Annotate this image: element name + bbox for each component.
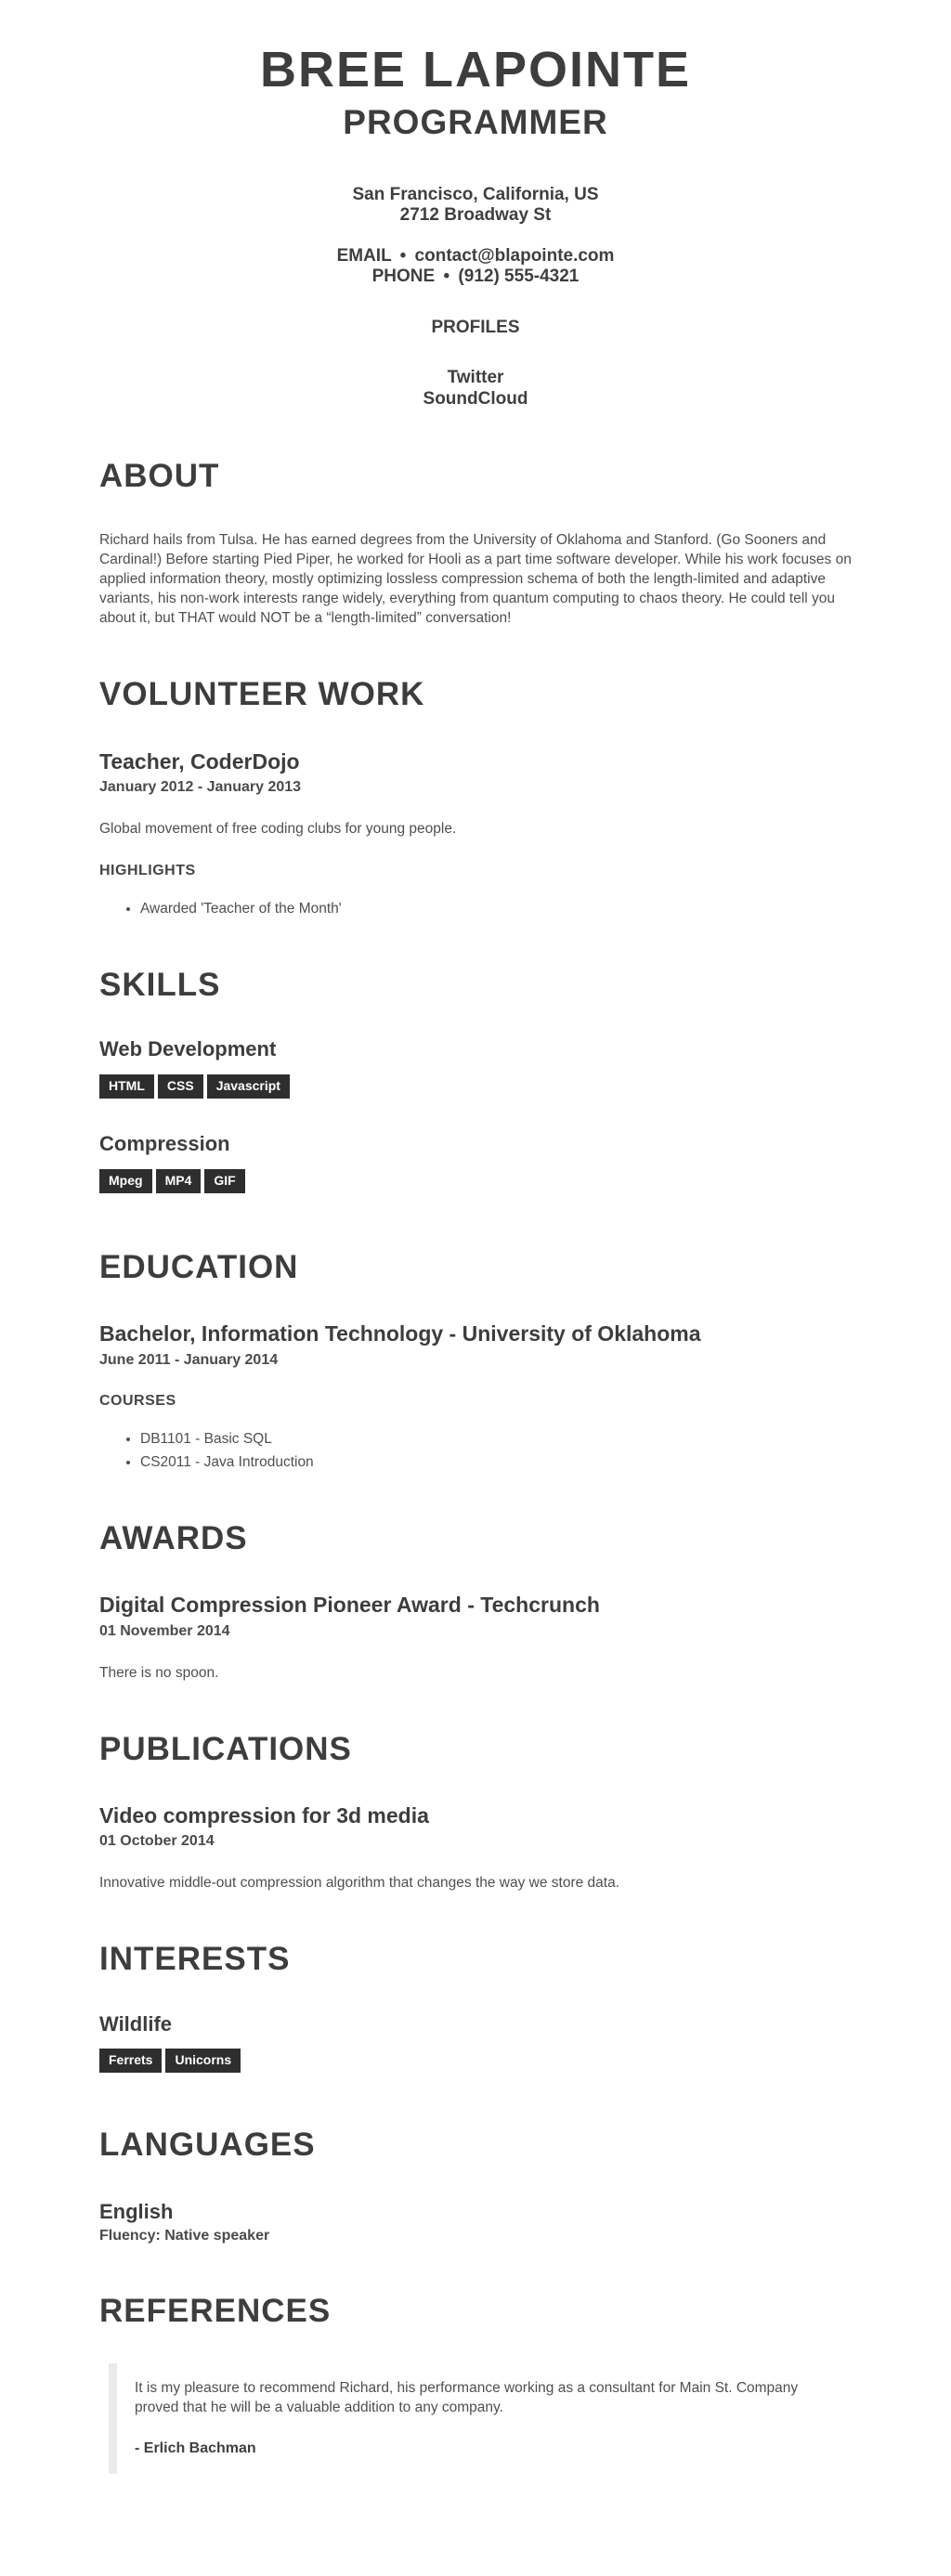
section-awards bbox=[99, 1520, 852, 1683]
publication-date: 01 October 2014 bbox=[99, 1833, 215, 1850]
reference-attribution: - Erlich Bachman bbox=[135, 2439, 256, 2456]
section-title-references: REFERENCES bbox=[99, 2292, 332, 2329]
section-title-about: ABOUT bbox=[99, 458, 220, 494]
section-references bbox=[99, 2293, 852, 2474]
profile-link-twitter[interactable]: Twitter bbox=[447, 368, 504, 387]
section-languages bbox=[99, 2127, 852, 2244]
language-name: English bbox=[99, 2199, 174, 2223]
bullet-separator: • bbox=[399, 246, 407, 266]
section-title-languages: LANGUAGES bbox=[99, 2127, 316, 2164]
resume-header bbox=[99, 43, 852, 410]
skill-group-compression bbox=[99, 1132, 852, 1193]
email-label: EMAIL bbox=[336, 246, 392, 266]
reference-quote: It is my pleasure to recommend Richard, his performance working as a consultant for Main St. Company proved that he will be a valuable addition to any company. bbox=[135, 2379, 799, 2415]
skill-tags bbox=[99, 1074, 852, 1099]
profiles-label: PROFILES bbox=[431, 318, 520, 337]
section-volunteer-work bbox=[99, 676, 852, 918]
section-title-publications: PUBLICATIONS bbox=[99, 1730, 352, 1767]
email-phone-block bbox=[99, 246, 852, 287]
profiles-list bbox=[99, 367, 852, 410]
skill-group-name: Web Development bbox=[99, 1037, 277, 1061]
skill-tag: Mpeg bbox=[99, 1169, 152, 1193]
email-row bbox=[99, 246, 852, 267]
skill-tag: MP4 bbox=[156, 1169, 202, 1193]
interest-group-name: Wildlife bbox=[99, 2011, 173, 2036]
interest-tag: Ferrets bbox=[99, 2049, 162, 2073]
section-title-awards: AWARDS bbox=[99, 1519, 248, 1556]
course-item: • CS2011 - Java Introduction bbox=[140, 1452, 852, 1472]
highlights-label: HIGHLIGHTS bbox=[99, 863, 196, 879]
phone-value: (912) 555-4321 bbox=[458, 267, 580, 286]
education-item bbox=[99, 1321, 852, 1472]
course-item: • DB1101 - Basic SQL bbox=[140, 1429, 852, 1449]
bullet-separator: • bbox=[443, 267, 450, 286]
section-education bbox=[99, 1249, 852, 1472]
interest-group-wildlife bbox=[99, 2012, 852, 2074]
award-summary: There is no spoon. bbox=[99, 1664, 219, 1681]
courses-list bbox=[99, 1429, 852, 1472]
courses-label: COURSES bbox=[99, 1392, 176, 1409]
education-degree: Bachelor, Information Technology - University of Oklahoma bbox=[99, 1321, 701, 1347]
language-item bbox=[99, 2200, 852, 2244]
skill-tag: Javascript bbox=[207, 1074, 290, 1099]
section-about bbox=[99, 458, 852, 628]
skill-tag: CSS bbox=[158, 1074, 203, 1099]
skill-group-web-development bbox=[99, 1037, 852, 1099]
highlights-list bbox=[99, 899, 852, 918]
publication-summary: Innovative middle-out compression algorithm that changes the way we store data. bbox=[99, 1875, 620, 1892]
role-heading: PROGRAMMER bbox=[343, 103, 608, 142]
skill-tags bbox=[99, 1169, 852, 1193]
skill-tag: HTML bbox=[99, 1074, 154, 1099]
volunteer-item bbox=[99, 749, 852, 919]
education-dates: June 2011 - January 2014 bbox=[99, 1351, 279, 1368]
award-title: Digital Compression Pioneer Award - Techcrunch bbox=[99, 1593, 600, 1617]
contact-block bbox=[99, 185, 852, 287]
section-interests bbox=[99, 1941, 852, 2073]
reference-blockquote bbox=[109, 2363, 852, 2474]
award-item bbox=[99, 1593, 852, 1683]
interest-tags bbox=[99, 2049, 852, 2073]
interest-tag: Unicorns bbox=[165, 2049, 241, 2073]
skill-tag: GIF bbox=[204, 1169, 244, 1193]
publication-title: Video compression for 3d media bbox=[99, 1802, 429, 1828]
about-text: Richard hails from Tulsa. He has earned degrees from the University of Oklahoma and Stanford. (Go Sooners and Cardinal!) Before starting Pied Piper, he worked for Hooli as a part time software developer. While his work focuses on applied information theory, mostly optimizing lossless compression schema of both the length-limited and adaptive variants, his non-work interests range widely, everything from quantum computing to chaos theory. He could tell you about it, but THAT would NOT be a “length-limited” conversation! bbox=[99, 532, 852, 627]
publication-item bbox=[99, 1803, 852, 1893]
section-publications bbox=[99, 1731, 852, 1893]
location-line-1: San Francisco, California, US bbox=[352, 185, 599, 204]
language-fluency: Fluency: Native speaker bbox=[99, 2227, 270, 2244]
phone-row bbox=[99, 267, 852, 287]
volunteer-position: Teacher, CoderDojo bbox=[99, 748, 300, 774]
volunteer-summary: Global movement of free coding clubs for young people. bbox=[99, 821, 457, 838]
highlight-item: • Awarded 'Teacher of the Month' bbox=[140, 899, 852, 918]
phone-label: PHONE bbox=[371, 267, 436, 286]
section-title-education: EDUCATION bbox=[99, 1248, 299, 1285]
section-title-interests: INTERESTS bbox=[99, 1941, 291, 1978]
volunteer-dates: January 2012 - January 2013 bbox=[99, 779, 302, 796]
name-heading: BREE LAPOINTE bbox=[259, 42, 692, 98]
skill-group-name: Compression bbox=[99, 1132, 230, 1156]
award-date: 01 November 2014 bbox=[99, 1622, 230, 1639]
section-title-skills: SKILLS bbox=[99, 967, 221, 1004]
profile-link-soundcloud[interactable]: SoundCloud bbox=[423, 389, 528, 409]
section-title-volunteer: VOLUNTEER WORK bbox=[99, 676, 425, 713]
section-skills bbox=[99, 967, 852, 1193]
location-line-2: 2712 Broadway St bbox=[399, 205, 552, 225]
email-link[interactable]: contact@blapointe.com bbox=[414, 246, 615, 266]
location-block bbox=[99, 185, 852, 226]
